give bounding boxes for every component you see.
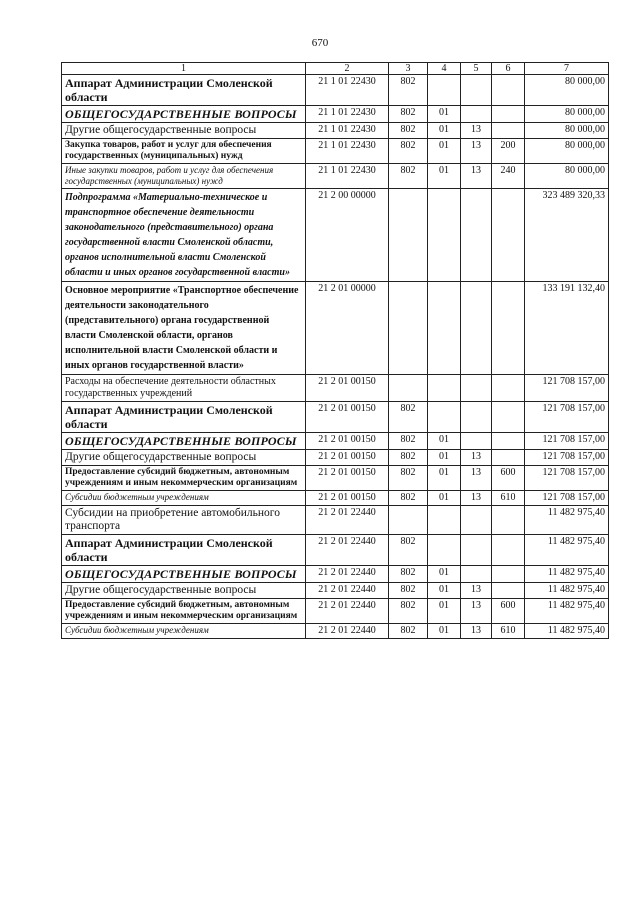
row-expense-type-cell <box>492 106 525 123</box>
row-amount-cell: 11 482 975,40 <box>525 535 609 566</box>
row-section-cell: 01 <box>428 491 461 506</box>
row-section-cell: 01 <box>428 583 461 599</box>
row-expense-type-cell <box>492 450 525 466</box>
row-name-cell: Предоставление субсидий бюджетным, автономным учреждениям и иным некоммерческим организациям <box>62 599 306 624</box>
table-row <box>62 375 609 402</box>
row-expense-type-cell <box>492 583 525 599</box>
row-admin-code-cell: 802 <box>389 566 428 583</box>
row-expense-type-cell <box>492 189 525 282</box>
row-subsection-cell <box>461 402 492 433</box>
column-header: 1 <box>62 63 306 75</box>
table-row <box>62 599 609 624</box>
table-row <box>62 583 609 599</box>
row-admin-code-cell <box>389 375 428 402</box>
table-header-row <box>62 63 609 75</box>
column-header: 3 <box>389 63 428 75</box>
row-subsection-cell <box>461 433 492 450</box>
column-header: 6 <box>492 63 525 75</box>
row-subsection-cell: 13 <box>461 164 492 189</box>
row-amount-cell: 323 489 320,33 <box>525 189 609 282</box>
row-section-cell: 01 <box>428 624 461 639</box>
row-expense-type-cell <box>492 535 525 566</box>
row-name-cell: Иные закупки товаров, работ и услуг для обеспечения государственных (муниципальных) нужд <box>62 164 306 189</box>
table-row <box>62 282 609 375</box>
table-row <box>62 139 609 164</box>
row-code-cell: 21 2 01 00150 <box>306 466 389 491</box>
row-subsection-cell: 13 <box>461 139 492 164</box>
row-amount-cell: 11 482 975,40 <box>525 506 609 535</box>
row-name-cell: Аппарат Администрации Смоленской области <box>62 75 306 106</box>
row-subsection-cell: 13 <box>461 466 492 491</box>
row-section-cell <box>428 75 461 106</box>
row-amount-cell: 121 708 157,00 <box>525 491 609 506</box>
row-admin-code-cell: 802 <box>389 466 428 491</box>
table-row <box>62 433 609 450</box>
row-amount-cell: 121 708 157,00 <box>525 450 609 466</box>
row-code-cell: 21 1 01 22430 <box>306 139 389 164</box>
row-section-cell: 01 <box>428 450 461 466</box>
table-row <box>62 75 609 106</box>
row-code-cell: 21 2 01 22440 <box>306 566 389 583</box>
table-row <box>62 123 609 139</box>
row-section-cell <box>428 375 461 402</box>
row-code-cell: 21 1 01 22430 <box>306 106 389 123</box>
table-row <box>62 450 609 466</box>
row-code-cell: 21 1 01 22430 <box>306 75 389 106</box>
row-code-cell: 21 1 01 22430 <box>306 123 389 139</box>
row-admin-code-cell: 802 <box>389 123 428 139</box>
row-code-cell: 21 2 01 00000 <box>306 282 389 375</box>
table-body <box>62 75 609 639</box>
row-amount-cell: 121 708 157,00 <box>525 466 609 491</box>
row-section-cell: 01 <box>428 599 461 624</box>
row-name-cell: Субсидии бюджетным учреждениям <box>62 624 306 639</box>
row-amount-cell: 121 708 157,00 <box>525 402 609 433</box>
row-subsection-cell <box>461 375 492 402</box>
row-expense-type-cell: 600 <box>492 599 525 624</box>
row-section-cell: 01 <box>428 164 461 189</box>
row-admin-code-cell: 802 <box>389 139 428 164</box>
row-section-cell: 01 <box>428 123 461 139</box>
row-name-cell: ОБЩЕГОСУДАРСТВЕННЫЕ ВОПРОСЫ <box>62 106 306 123</box>
row-expense-type-cell <box>492 75 525 106</box>
row-subsection-cell <box>461 282 492 375</box>
row-name-cell: Другие общегосударственные вопросы <box>62 583 306 599</box>
row-amount-cell: 133 191 132,40 <box>525 282 609 375</box>
row-admin-code-cell: 802 <box>389 599 428 624</box>
row-subsection-cell <box>461 189 492 282</box>
row-subsection-cell: 13 <box>461 583 492 599</box>
row-name-cell: Аппарат Администрации Смоленской области <box>62 402 306 433</box>
row-expense-type-cell <box>492 282 525 375</box>
row-name-cell: Основное мероприятие «Транспортное обеспечение деятельности законодательного (представительного) органа государственной власти Смоленской области, органов исполнительной власти Смоленской области и иных органов государственной власти» <box>62 282 306 375</box>
row-amount-cell: 11 482 975,40 <box>525 624 609 639</box>
row-subsection-cell <box>461 75 492 106</box>
row-admin-code-cell <box>389 282 428 375</box>
row-expense-type-cell <box>492 402 525 433</box>
row-expense-type-cell <box>492 506 525 535</box>
column-header: 2 <box>306 63 389 75</box>
row-subsection-cell: 13 <box>461 491 492 506</box>
row-admin-code-cell: 802 <box>389 164 428 189</box>
row-amount-cell: 80 000,00 <box>525 106 609 123</box>
row-name-cell: Подпрограмма «Материально-техническое и транспортное обеспечение деятельности законодательного (представительного) органа государственной власти Смоленской области, органов исполнительной власти Смоленской области и иных органов государственной власти» <box>62 189 306 282</box>
row-section-cell: 01 <box>428 466 461 491</box>
row-admin-code-cell: 802 <box>389 106 428 123</box>
page-number: 670 <box>311 37 329 49</box>
row-subsection-cell <box>461 566 492 583</box>
row-code-cell: 21 2 01 00150 <box>306 491 389 506</box>
row-code-cell: 21 2 00 00000 <box>306 189 389 282</box>
row-code-cell: 21 2 01 22440 <box>306 583 389 599</box>
table-row <box>62 402 609 433</box>
row-admin-code-cell: 802 <box>389 433 428 450</box>
row-expense-type-cell: 240 <box>492 164 525 189</box>
row-section-cell <box>428 506 461 535</box>
row-amount-cell: 11 482 975,40 <box>525 566 609 583</box>
row-name-cell: ОБЩЕГОСУДАРСТВЕННЫЕ ВОПРОСЫ <box>62 433 306 450</box>
row-name-cell: Закупка товаров, работ и услуг для обеспечения государственных (муниципальных) нужд <box>62 139 306 164</box>
row-code-cell: 21 2 01 22440 <box>306 624 389 639</box>
row-admin-code-cell: 802 <box>389 535 428 566</box>
row-amount-cell: 80 000,00 <box>525 75 609 106</box>
row-section-cell: 01 <box>428 106 461 123</box>
row-subsection-cell: 13 <box>461 123 492 139</box>
row-amount-cell: 121 708 157,00 <box>525 375 609 402</box>
row-amount-cell: 80 000,00 <box>525 164 609 189</box>
row-name-cell: Субсидии бюджетным учреждениям <box>62 491 306 506</box>
row-subsection-cell <box>461 535 492 566</box>
table-row <box>62 535 609 566</box>
row-subsection-cell: 13 <box>461 624 492 639</box>
row-section-cell: 01 <box>428 139 461 164</box>
row-expense-type-cell: 610 <box>492 624 525 639</box>
row-code-cell: 21 2 01 00150 <box>306 433 389 450</box>
row-amount-cell: 80 000,00 <box>525 123 609 139</box>
row-subsection-cell: 13 <box>461 599 492 624</box>
row-name-cell: Субсидии на приобретение автомобильного транспорта <box>62 506 306 535</box>
column-header: 4 <box>428 63 461 75</box>
table-row <box>62 189 609 282</box>
row-expense-type-cell: 600 <box>492 466 525 491</box>
row-code-cell: 21 2 01 22440 <box>306 506 389 535</box>
table-row <box>62 466 609 491</box>
row-admin-code-cell: 802 <box>389 624 428 639</box>
row-section-cell <box>428 282 461 375</box>
row-admin-code-cell: 802 <box>389 491 428 506</box>
row-code-cell: 21 2 01 22440 <box>306 535 389 566</box>
row-code-cell: 21 2 01 22440 <box>306 599 389 624</box>
budget-table <box>61 62 609 639</box>
row-code-cell: 21 2 01 00150 <box>306 402 389 433</box>
row-amount-cell: 11 482 975,40 <box>525 599 609 624</box>
row-admin-code-cell: 802 <box>389 75 428 106</box>
table-row <box>62 624 609 639</box>
row-amount-cell: 11 482 975,40 <box>525 583 609 599</box>
row-name-cell: Предоставление субсидий бюджетным, автономным учреждениям и иным некоммерческим организациям <box>62 466 306 491</box>
row-admin-code-cell <box>389 189 428 282</box>
row-expense-type-cell: 200 <box>492 139 525 164</box>
table-row <box>62 491 609 506</box>
row-code-cell: 21 1 01 22430 <box>306 164 389 189</box>
row-expense-type-cell <box>492 433 525 450</box>
row-subsection-cell <box>461 106 492 123</box>
row-admin-code-cell <box>389 506 428 535</box>
row-name-cell: Аппарат Администрации Смоленской области <box>62 535 306 566</box>
row-expense-type-cell <box>492 375 525 402</box>
row-code-cell: 21 2 01 00150 <box>306 450 389 466</box>
row-section-cell: 01 <box>428 433 461 450</box>
row-expense-type-cell <box>492 566 525 583</box>
table-row <box>62 164 609 189</box>
row-expense-type-cell <box>492 123 525 139</box>
row-amount-cell: 80 000,00 <box>525 139 609 164</box>
table-row <box>62 566 609 583</box>
row-name-cell: Расходы на обеспечение деятельности областных государственных учреждений <box>62 375 306 402</box>
row-subsection-cell <box>461 506 492 535</box>
row-section-cell <box>428 189 461 282</box>
table-row <box>62 506 609 535</box>
row-name-cell: Другие общегосударственные вопросы <box>62 123 306 139</box>
row-admin-code-cell: 802 <box>389 450 428 466</box>
row-expense-type-cell: 610 <box>492 491 525 506</box>
column-header: 7 <box>525 63 609 75</box>
column-header: 5 <box>461 63 492 75</box>
row-section-cell: 01 <box>428 566 461 583</box>
row-admin-code-cell: 802 <box>389 402 428 433</box>
row-code-cell: 21 2 01 00150 <box>306 375 389 402</box>
row-subsection-cell: 13 <box>461 450 492 466</box>
row-name-cell: Другие общегосударственные вопросы <box>62 450 306 466</box>
row-section-cell <box>428 402 461 433</box>
row-amount-cell: 121 708 157,00 <box>525 433 609 450</box>
row-admin-code-cell: 802 <box>389 583 428 599</box>
row-name-cell: ОБЩЕГОСУДАРСТВЕННЫЕ ВОПРОСЫ <box>62 566 306 583</box>
row-section-cell <box>428 535 461 566</box>
table-row <box>62 106 609 123</box>
